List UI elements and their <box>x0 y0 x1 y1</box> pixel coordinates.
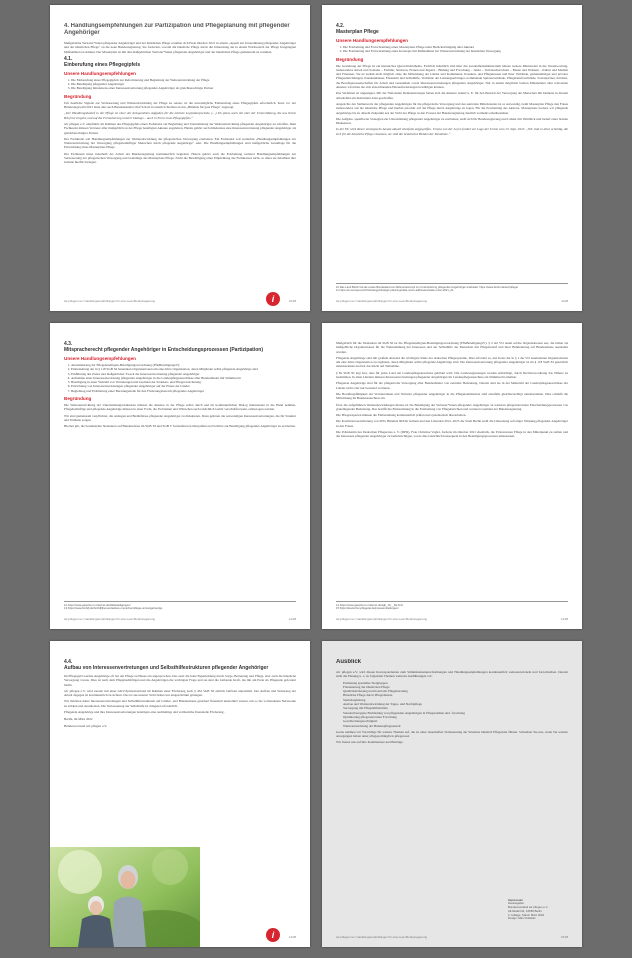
page-number: 10/28 <box>289 298 296 303</box>
list-item: 7. Begleitung und Etablierung einer Beratungsstelle für den Förderungsbereich pflegender Angehöriger <box>71 389 296 393</box>
document-page-3 <box>50 323 310 629</box>
list-item: • Versorgung mit Pflegehilfsmitteln <box>343 706 568 710</box>
footer-text: wir-pflegen.net / Handlungsempfehlungen für eine neue Bundesregierung <box>64 298 155 303</box>
subheading-rationale: Begründung <box>336 56 364 62</box>
body-paragraph: Hierbei gilt, die bestehenden Strukturen auf Bundesebene im SGB XI und SGB V fortlaufend zu überprüfen und Schritte zur Beteiligung pflegender Angehöriger zu erarbeiten. <box>64 424 296 429</box>
imprint-line: Alt-Moabit 91, 10559 Berlin <box>508 908 542 913</box>
imprint-line: 2. Auflage, Stand: März 2022 <box>508 912 545 917</box>
footnote: 14 https://www.gesetze-im-internet.de/sgb_11/__8a.html <box>336 603 403 607</box>
page-footer <box>336 298 568 303</box>
list-item: 4. Aufnahme einer Interessenvertretung pflegender Angehöriger in die Landespflegeausschüsse aller Bundesländer mit Stimmrecht <box>71 376 296 380</box>
document-page-2 <box>322 5 582 311</box>
caregiver-photo <box>50 847 200 947</box>
body-paragraph: Um deutliche Signale zur Verbesserung und Weiterentwicklung der Pflege zu setzen, ist die unverzügliche Einberufung eines Pflegegipfels erforderlich. Kurz vor der Bundestagswahl 2021 hatte dies auch Bundeskanzler Olaf Scholz in einem Schreiben an das „Bündnis für gute Pflege“ zugesagt. <box>64 100 296 110</box>
list-item: 2. Die Beteiligung pflegender Angehöriger <box>71 82 296 86</box>
body-paragraph: Die Berufungsfähigkeit der Vertreterinnen und Vertreter pflegender Angehöriger in die Pflegekommission sind ebenfalls gleichberechtigt einzubeziehen. Dies schließt die Mitwirkung im Bundesausschuss ein. <box>336 391 568 401</box>
body-paragraph: Das Verfahren ist ungeeignet. Mit der Nationalen Demenzstrategie haben sich die Akteure zuletzt u. E. für den Bereich der Versorgung der Menschen mit Demenz in diesem Arbeitsfeld ein Instrument dazu geschaffen. <box>336 91 568 100</box>
footnote: 10 Das Land Berlin hat als erstes Bundesland ein Rahmenkonzept zur Unterstützung pflegender Angehöriger erarbeitet: https://www.berlin.de/sen/pflege/ <box>336 285 519 289</box>
body-paragraph: Gerne nehmen wir Vorschläge für weitere Themen auf, die zu einer dauerhaften Verbesserung der Situation häuslich Pflegender führen. Schreiben Sie uns, wenn Sie weitere Anregungen haben unter pflegepolitik@wir-pflegen.net <box>336 729 568 739</box>
body-paragraph: Die Gestaltung der Pflege ist ein klassisches Querschnittsthema. Fachlich inhaltlich sind über das Gesundheitsministerium hinaus weitere Ministerien in die Verantwortung, insbesondere Arbeit und Soziales – Familie, Senioren, Frauen und Jugend – Bildung und Forschung – Justiz – Verbraucherschutz – Bauen und Wohnen – Kultur und Medien und Finanzen. Sie ist zudem nicht möglich ohne die Mitwirkung der Länder und Kommunen, Kranken- und Pflegekassen und ihrer Verbände, gemeinnütziger und privater Pflegeeinrichtungen, Krankenhäuser, Ehrenamt und Selbsthilfe, Verbände der Leistungserbringer, kommunale Spitzenverbände, Pflegeberufsverbände, Sozialpartner, Kirchen, die Berufsgenossenschaften für Arbeit und Gesundheit sowie Interessenvertretungen pflegender Angehöriger. Nur in einem möglichst breiten Miteinander aller relevanten Akteure wird man die sich abzeichnenden Herausforderungen bewältigen können. <box>336 63 568 90</box>
list-item: 2. Die Erarbeitung und Fortschreibung eines Konzepts mit Maßnahmen zur Weiterentwicklung der häuslichen Versorgung <box>343 49 568 53</box>
quote-paragraph: „Der Handlungsbedarf in der Pflege ist einer der dringendsten Aufgaben für die nächste Legislaturperiode. (…) Ich plane auch mit aber der Unterstützung, die aus Ihrem Brief hervorgeht, und auf die Formulierung unserer Dialogs – auch in Form eines Pflegegipfels.“ <box>64 111 296 120</box>
footnote: 13 https://www.bmfsfj.de/bmfsfj/themen/aeltere-menschen/pflege-und-angehoerige <box>64 607 163 611</box>
section-number: 4.3. <box>64 341 73 347</box>
footer-text: wir-pflegen.net / Handlungsempfehlungen für eine neue Bundesregierung <box>336 298 427 303</box>
list-item: • Finanzierung der häuslichen Pflege <box>343 685 568 689</box>
page-number: 12/28 <box>289 616 296 621</box>
subheading-rationale: Begründung <box>64 93 92 99</box>
recommendation-list <box>64 363 296 393</box>
section-number: 4.1. <box>64 55 73 62</box>
body-paragraph: Wir möchten daher Interessenvertretungen und Selbsthilfestrukturen auf Länder- und Bundesebene gesichert finanziell unterstützt wissen, um so die vorhandenen Netzwerke zu stärken und auszubauen. Die Verbesserung der Selbsthilfe ist dringend erforderlich. <box>64 699 296 708</box>
page-number: 15/28 <box>561 934 568 939</box>
recommendation-list <box>336 45 568 54</box>
document-page-6 <box>322 641 582 947</box>
body-paragraph: Die Präsidentin des Deutschen Pflegerates a. V. (DPR), Frau Christine Vogler, forderte im Oktober 2021 ebenfalls, die Professionen Pflege in den Mittelpunkt zu stellen und die Interessen pflegender Angehöriger zu berücksichtigen, sowie dies tatsächlich konsequent in den Beteiligungsprozessen umzusetzen. <box>336 430 568 439</box>
list-item: 1. Aktualisierung der Pflegebeteiligten-Beteiligungsverordnung (PfleBeteiligungsV): <box>71 363 296 367</box>
body-paragraph: wir pflegen e.V. wird zurzeit mit einer GKV-Spitzenverband im Rahmen einer Förderung nach § 45d SGB XI zeitlich befristet unterstützt. Der Aufbau und Sicherung der Arbeit dagegen ist kontinuierlich zu sichern. Das ist aus unserer Sicht bisher nur eingeschränkt gelungen. <box>64 688 296 698</box>
footnotes <box>336 283 568 293</box>
list-item: 1. Die Erarbeitung und Fortschreibung eines Masterplans Pflege unter Berücksichtigung aller Akteure <box>343 45 568 49</box>
section-title: Mitspracherecht pflegender Angehöriger in Entscheidungsprozessen (Partizipation) <box>64 347 264 353</box>
footnotes <box>336 601 568 611</box>
body-paragraph: Die Weiterentwicklung der Unterstützungsstrukturen müssen die Akteure in der Pflege selbst durch und im kontinuierlichen Dialog miteinander in die Hand nehmen. Pflegebedürftige und pflegende Angehörige müssen in einer Form, die Problemen und Wünschen auch tatsächlich Gehör verschaffen kann, einbezogen werden. <box>64 403 296 412</box>
list-item: 2. Einbeziehung der in § 118 SGB XI benannten Organisationen um eine dritte Organisation, deren Mitglieder selbst pflegende Angehörige sind <box>71 367 296 371</box>
section-number: 4.4. <box>64 659 73 665</box>
imprint-block <box>508 899 568 921</box>
page-footer <box>336 616 568 621</box>
section-title: Masterplan Pflege <box>336 29 379 35</box>
signature-date: Berlin, im März 2022 <box>64 717 93 722</box>
imprint-line: Impressum <box>508 897 523 902</box>
topic-list <box>336 681 568 728</box>
body-paragraph: Der Fachkreist muss innerhalb der Arbeit der Bundesregierung kontinuierlich begleiten. Hierzu gehört auch die Erarbeitung weiterer Handlungsempfehlungen zur Verbesserung der pflegerischen Versorgung und Grundlage des Masterplans Pflege. Nicht die Bewältigung einer Empfehlung des Fachkreises nicht, so muss sie detailliert ihre Gründe hierfür darlegen. <box>64 151 296 165</box>
body-paragraph: Die Aufgabe, spezifische Strategien zur Unterstützung pflegender Angehöriger zu erarbeiten, stellt sich für Bundesregierung und Länder mit Weitblick und bedarf einer breiten Diskussion. <box>336 116 568 126</box>
list-item: 5. Beteiligung in einer Vielzahl von Vertretungen und Gremien der Kranken- und Pflegeversicherung <box>71 380 296 384</box>
section-number: 4.2. <box>336 23 345 29</box>
subheading-recommendations: Unsere Handlungsempfehlungen <box>64 70 136 76</box>
subheading-rationale: Begründung <box>64 396 92 402</box>
list-item: • Weiterentwicklung der Bundespflegeanstalt <box>343 724 568 728</box>
list-item: 3. Einführung des Zieles und maßgeblicher Zweck der Interessenvertretung pflegender Angehöriger <box>71 372 296 376</box>
footnote: 15 https://deutscher-pflegerat.de/pressemitteilungen/ <box>336 607 399 611</box>
page-number: 14/28 <box>289 934 296 939</box>
body-paragraph: In der EU wird dieser strategische Ansatz aktuell ebenfalls aufgegriffen. Ursula von der Leyen fordert zur Lage der Union vom 15. Sept. 2021: „Wir sind es allen schuldig, die sich für die häusliche Pflege einsetzen, sie sind die heimlichen Helden der Pandemie.“ <box>336 127 568 136</box>
section-title: Aufbau von Interessenvertretungen und Selbsthilfestrukturen pflegender Angehöriger <box>64 665 269 671</box>
body-paragraph: Angesichts des Stellenwerts der pflegenden Angehörigen für die pflegerische Versorgung und des zentralen Mittelstandes ist es notwendig, beim Masterplan Pflege den Fokus insbesondere auf die häusliche Pflege und hierbei prioritär auf die Pflege durch Angehörige zu legen. Für die Erarbeitung des Aktions- Masterplans fordern wir pflegende Angehörige bis zu diesem Zeitpunkt aus der Sicht der Pflege in den Prozess der Bundesregierung deutlich vermehrt einzubeziehen. <box>336 101 568 115</box>
wir-pflegen-logo-icon: i <box>266 292 280 306</box>
body-paragraph: Maßgeblich für die Strukturen im SGB XI ist die Pflegebeteiligten-Beteiligungsverordnung (PfleBeteiligungsV). § 2 der VO nennt solche Organisationen aus, die bisher als maßgebliche Organisationen für die Wahrnehmung der Interessen und der Selbsthilfe der Menschen mit Pflegebedarf und ihrer Behinderung auf Bundesebene anerkannt wurden. <box>336 341 568 354</box>
list-item: • Häusliche Pflege durch Pflegedienste <box>343 693 568 697</box>
footnotes <box>64 601 296 611</box>
recommendation-list <box>64 78 296 91</box>
wir-pflegen-logo-icon: i <box>266 928 280 942</box>
page-number: 13/28 <box>561 616 568 621</box>
footnote: 12 https://www.gesetze-im-internet.de/pflebeteiligungsv/ <box>64 603 131 607</box>
body-paragraph: Im Pflegegeld werden Angehörige oft bei der Pflege zu Hause ein angesprochen. Das setzt die hohe Eigenleistung durch Sorge, Betreuung und Pflege, aber auch die häusliche Versorgung voraus. Dies ist nach dem Pflegebedürftigen und die Angehörigen die wichtigste Frage und sie sind die treibende Kraft, die mit am Ende als Pflegende gefordert bleibt. <box>64 674 296 687</box>
body-paragraph: wir pflegen e.V. empfiehlt, im Rahmen des Pflegegipfels einen Fachkreist zur Begleitung und Unterstützung der Weiterentwicklung pflegender Angehöriger zu schaffen. Dem Fachkreist müssen Vertreter aller maßgeblich an der Pflege beteiligten Akteure angehören. Hierzu gehört auch mindestens eine Interessenvertretung pflegender Angehöriger als gleichberechtigter Partner. <box>64 121 296 135</box>
footer-text: wir-pflegen.net / Handlungsempfehlungen für eine neue Bundesregierung <box>64 616 155 621</box>
outlook-title: Ausblick <box>336 659 362 665</box>
document-page-5 <box>50 641 310 947</box>
body-paragraph: Pflegende Angehörige sind mit großem Abstand die wichtigste Säule der deutschen Pflegesysteme. Dies erfordert es, den Kreis der in § 1 der VO anerkannten Organisationen um eine dritte Organisation zu ergänzen, deren Mitglieder selbst pflegende Angehörige sind. Die Interessenvertretung pflegender Angehöriger ist im § 118 SGB XI gesetzlich einzubeziehen und hat das Recht auf Teilnahme. <box>336 355 568 369</box>
list-item: • Qualitätssicherung und Kontrolle Pflegeberatung <box>343 689 568 693</box>
body-paragraph: Über die aufgeführten Weiterentwicklungen hinaus ist die Beteiligung der Vertreter*innen pflegender Angehöriger an weiteren pflegerelevanten Entscheidungsprozessen von grundlegender Bedeutung. Das betrifft die Einbeziehung in die Erarbeitung von Pflegeberichten und weiteren Gremien der Bundesregierung. <box>336 402 568 411</box>
body-paragraph: § 8a SGB XI legt fest, dass für jedes Land ein Landespflegeausschuss gebildet wird. Die Landesregierungen werden ermächtigt, durch Rechtsverordnung das Nähere zu bestimmen. In allen Ländern müssen Interessenvertretungen pflegender Angehöriger im Landespflegeausschuss ein Stimmrecht erhalten. <box>336 370 568 380</box>
list-item: 1. Die Einberufung eines Pflegegipfels zur Reformierung und Begleitung der Weiterentwicklung der Pflege <box>71 78 296 82</box>
section-title: Einberufung eines Pflegegipfels <box>64 61 141 68</box>
body-paragraph: wir pflegen e.V. wird diesen Korrespondenten zum Stimmkreisunterschreibungen und Handlungsempfehlungen kontinuierlich weiterentwickeln und fortschreiben. Derzeit steht die Planung u. a. zu folgenden Themen weiteren Ausführungen vor: <box>336 670 568 679</box>
list-item: • Sterbebegleitung <box>343 698 568 702</box>
imprint-line: Herausgeber <box>508 901 525 906</box>
document-page-4 <box>322 323 582 629</box>
body-paragraph: Wir sind gemeinsam verpflichtet, die Anliegen und Bedürfnisse pflegender Angehöriger zu diskutieren. Dazu gehören die notwendigen Interessenvertretungen, die für Struktur und Teilhabe sorgen. <box>64 413 296 422</box>
subheading-recommendations: Unsere Handlungsempfehlungen <box>64 356 136 361</box>
list-item: • Optimierung pflegerelevanter Forschung <box>343 715 568 719</box>
footer-text: wir-pflegen.net / Handlungsempfehlungen für eine neue Bundesregierung <box>336 616 427 621</box>
page-footer <box>336 934 568 939</box>
list-item: • Entlastung spezieller Zielgruppen <box>343 681 568 685</box>
footnote: 11 https://ec.europa.eu/info/strategy/strategic-planning/state-union-addresses/state-union-2021_de <box>336 289 454 293</box>
page-footer <box>64 616 296 621</box>
body-paragraph: Der Fachkreist soll Handlungsempfehlungen zur Weiterentwicklung der pflegerischen Versorgung erarbeiten. Ein Fachkreist soll weiterhin „Handlungsempfehlungen zur Weiterentwicklung der Versorgung pflegebedürftiger Menschen durch pflegende Angehörige“ sein. Die Handlungsempfehlungen sind maßgebliche Grundlage für die Entwicklung eines Masterplans Pflege. <box>64 136 296 150</box>
list-item: • Standortbezogene Einbindung von pflegenden Angehörigen in Pflegestudien und -forschung <box>343 711 568 715</box>
intro-paragraph: Maßgebliche Vertreter*innen pflegender Angehöriger und der häuslichen Pflege wandten sich Ende Oktober 2021 in einem „Appell zur Unterstützung pflegender Angehöriger und der häuslichen Pflege“ an die neue Bundesregierung. Sie forderten, sowohl die häusliche Pflege durch die Umsetzung der in einem Wortbereich der Pflege festgelegten Maßnahmen zu stärken. Der Masterplan ist mit den maßgeblichen Vertreter*innen pflegender Angehöriger und der häuslichen Pflege gemeinsam zu erstellen. <box>64 41 296 54</box>
page-footer <box>64 298 296 303</box>
body-paragraph: Wir freuen uns auf Ihre Kommentare und Beiträge. <box>336 740 404 745</box>
signature-name: Bundesvorstand wir pflegen e.V. <box>64 723 108 728</box>
footer-text: wir-pflegen.net / Handlungsempfehlungen für eine neue Bundesregierung <box>336 934 427 939</box>
imprint-line: Bundesvorstand wir pflegen e.V. <box>508 905 549 910</box>
subheading-recommendations: Unsere Handlungsempfehlungen <box>336 38 408 43</box>
list-item: 6. Einrichtung von Interessenvertretungen pflegender Angehöriger auf der Ebene der Länder <box>71 384 296 388</box>
list-item: • Ausbau und Weiterentwicklung der Tages- und Nachtpflege <box>343 702 568 706</box>
page-number: 11/28 <box>561 298 568 303</box>
imprint-line: Design: Marx Kollektiv <box>508 916 536 921</box>
list-item: • Geschlechtergerechtigkeit <box>343 719 568 723</box>
body-paragraph: Die Koalitionsvereinbarung von SPD, Bündnis 90/Die Grünen und den Liberalen 2021–2025 der Stadt Berlin stellt die Umsetzung sofortiger Stärkung pflegender Angehöriger in den Fokus. <box>336 419 568 428</box>
chapter-heading: 4. Handlungsempfehlungen zur Partizipation und Pflegeplanung mit pflegender Angehöriger <box>64 23 290 36</box>
body-paragraph: Pflegende Angehörige sind für die pflegerische Versorgung aller Bundesländer von zentraler Bedeutung. Derzeit sind sie in der Mehrzahl der Landespflegeausschüsse der Länder nicht oder nur beratend vertreten. <box>336 381 568 390</box>
page-footer <box>64 934 296 939</box>
body-paragraph: Die Pflegeexperten müssen die Einbeziehung kontinuierlich prüfen und systematisch überarbeiten. <box>336 413 467 418</box>
body-paragraph: Pflegende Angehörige und ihre Interessenvertretungen benötigen eine nachhaltige und verlässliche finanzielle Förderung. <box>64 710 225 715</box>
photo-illustration <box>50 847 200 947</box>
list-item: 3. Die Beteiligung mindestens einer Interessenvertretung pflegender Angehöriger als gleichberechtigte Partner <box>71 86 296 90</box>
document-page-1 <box>50 5 310 311</box>
